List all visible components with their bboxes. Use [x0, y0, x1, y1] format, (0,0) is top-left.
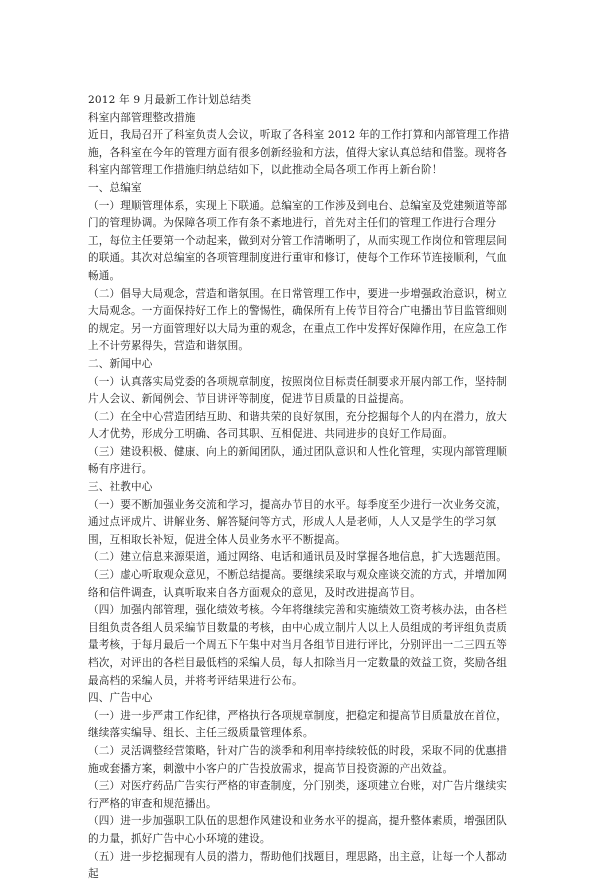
- section-paragraph: （四）进一步加强职工队伍的思想作风建设和业务水平的提高，提升整体素质，增强团队的力量，抓好广告中心小环境的建设。: [88, 815, 508, 845]
- section-heading: 四、广告中心: [88, 692, 153, 705]
- intro-paragraph: 近日，我局召开了科室负责人会议，听取了各科室 2012 年的工作打算和内部管理工作措施，各科室在今年的管理方面有很多创新经验和方法，值得大家认真总结和借鉴。现将各科室内部管理工作措施归纳总结如下，以此推动全局各项工作再上新台阶！: [88, 129, 510, 177]
- section-paragraph: （二）灵活调整经营策略，针对广告的淡季和利用率持续较低的时段，采取不同的优惠措施或套播方案，刺激中小客户的广告投放需求，提高节目投资源的产出效益。: [88, 744, 508, 775]
- section-paragraph: （一）认真落实局党委的各项规章制度，按照岗位目标责任制要求开展内部工作，坚持制片人会议、新闻例会、节目讲评等制度，促进节目质量的日益提高。: [88, 375, 508, 406]
- section-paragraph: （二）倡导大局观念，营造和谐氛围。在日常管理工作中，要进一步增强政治意识，树立大局观念。一方面保持好工作上的警惕性，确保所有上传节目符合广电播出节目监管细则的规定。另一方面管理好以大局为重的观念，在重点工作中发挥好保障作用，在应急工作上不计劳累得失，营造和谐氛围。: [88, 287, 508, 353]
- section-paragraph: （三）建设积极、健康、向上的新闻团队，通过团队意识和人性化管理，实现内部管理顺畅有序进行。: [88, 445, 508, 476]
- section-paragraph: （一）理顺管理体系，实现上下联通。总编室的工作涉及到电台、总编室及党建频道等部门的管理协调。为保障各项工作有条不紊地进行，首先对主任们的管理工作进行合理分工，每位主任要第一个动起来，做到对分管工作清晰明了，从而实现工作岗位和管理层间的联通。其次对总编室的各项管理制度进行重审和修订，使每个工作环节连接顺利，气血畅通。: [88, 199, 508, 282]
- section-paragraph: （一）要不断加强业务交流和学习，提高办节目的水平。每季度至少进行一次业务交流，通过点评成片、讲解业务、解答疑问等方式，形成人人是老师，人人又是学生的学习氛围，互相取长补短，促进全体人员业务水平不断提高。: [88, 498, 508, 546]
- section-paragraph: （二）建立信息来源渠道，通过网络、电话和通讯员及时掌握各地信息，扩大选题范围。: [88, 551, 508, 564]
- document-title: 2012 年 9 月最新工作计划总结类: [88, 94, 252, 106]
- section-paragraph: （三）对医疗药品广告实行严格的审查制度，分门别类，逐项建立台账，对广告片继续实行严格的审查和规范播出。: [88, 780, 508, 810]
- section-paragraph: （二）在全中心营造团结互助、和谐共荣的良好氛围，充分挖掘每个人的内在潜力，放大人才优势，形成分工明确、各司其职、互相促进、共同进步的良好工作局面。: [88, 410, 508, 441]
- section-heading: 三、社教中心: [88, 481, 153, 494]
- section-heading: 二、新闻中心: [88, 357, 153, 370]
- section-paragraph: （三）虚心听取观众意见，不断总结提高。要继续采取与观众座谈交流的方式，并增加网络和信件调查，认真听取来自各方面观众的意见，及时改进提高节目。: [88, 569, 508, 599]
- section-heading: 一、总编室: [88, 181, 142, 194]
- section-paragraph: （四）加强内部管理，强化绩效考核。今年将继续完善和实施绩效工资考核办法，由各栏目组负责各组人员采编节目数量的考核，由中心成立制片人以上人员组成的考评组负责质量考核，于每月最后一个周五下午集中对当月各组节目进行评比，分别评出一二三四五等档次，对评出的各栏目最低档的采编人员，每人扣除当月一定数量的效益工资，奖励各组最高档的采编人员，并将考评结果进行公布。: [88, 604, 508, 687]
- document-page: [88, 92, 516, 884]
- section-paragraph: （一）进一步严肃工作纪律，严格执行各项规章制度，把稳定和提高节目质量放在首位，继续落实编导、组长、主任三级质量管理体系。: [88, 709, 508, 740]
- section-paragraph: （五）进一步挖掘现有人员的潜力，帮助他们找题目，理思路，出主意，让每一个人都动起: [88, 850, 508, 881]
- document-subtitle: 科室内部管理整改措施: [88, 111, 196, 124]
